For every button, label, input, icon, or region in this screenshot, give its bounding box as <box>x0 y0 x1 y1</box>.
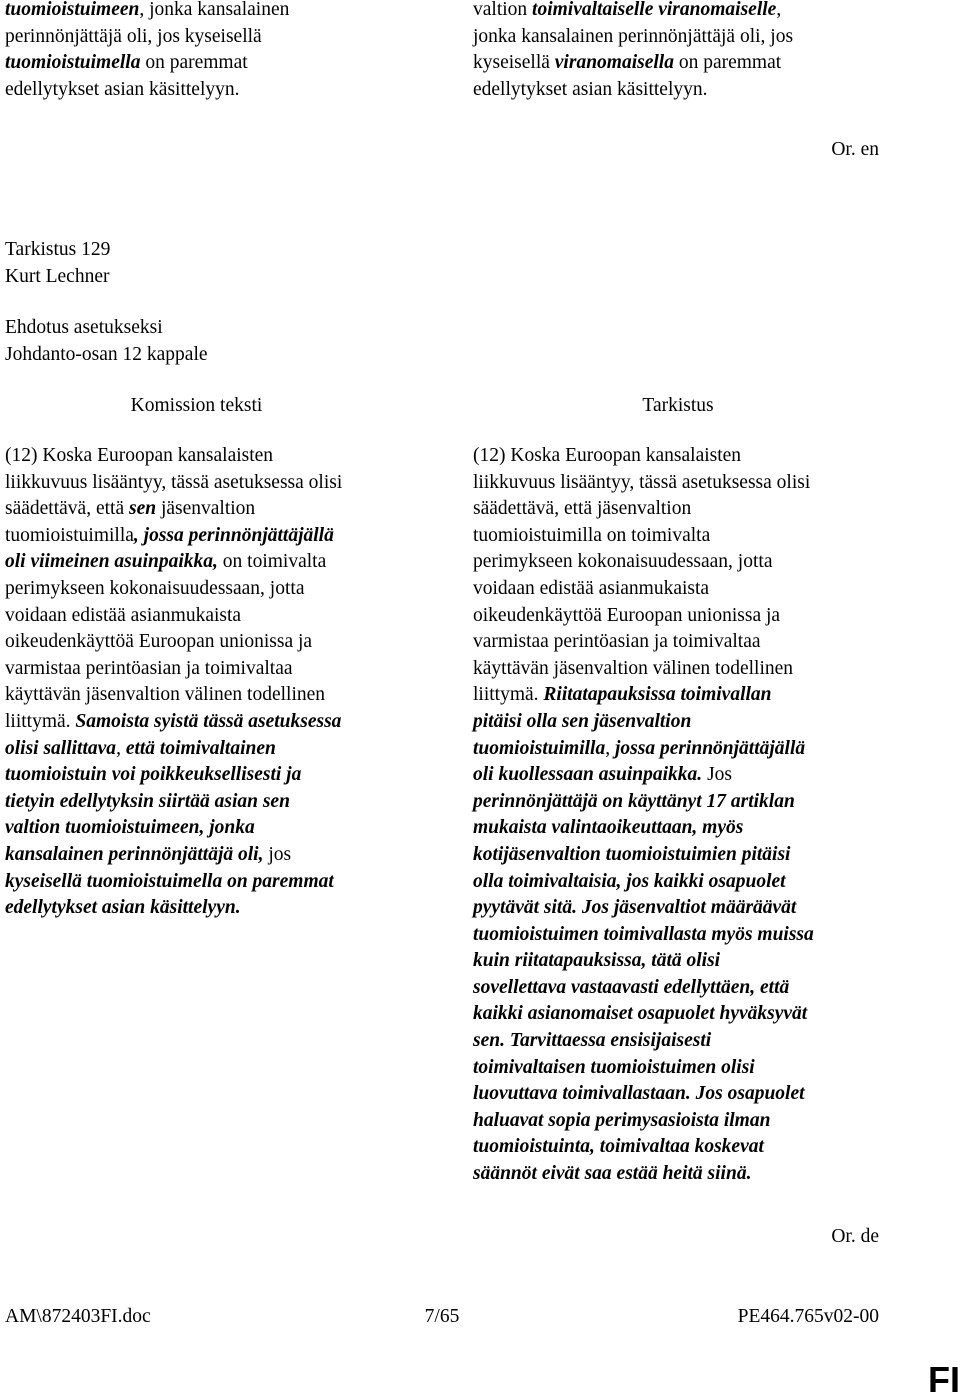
text-line <box>473 789 814 816</box>
emphasized-text: toimivaltaisen tuomioistuimen olisi <box>473 1056 755 1078</box>
text-line <box>473 869 814 896</box>
text-line <box>473 975 814 1002</box>
text-run: jos <box>263 843 292 865</box>
text-line <box>5 736 342 763</box>
text-line <box>5 682 342 709</box>
text-run: on toimivalta <box>217 551 327 573</box>
amendment-number: Tarkistus 129 <box>5 239 111 260</box>
text-line <box>5 470 342 497</box>
text-run: oikeudenkäyttöä Euroopan unionissa ja <box>473 604 781 626</box>
commission-text-heading: Komission teksti <box>130 395 263 416</box>
text-line <box>473 762 814 789</box>
document-reference: AM\872403FI.doc <box>5 1306 151 1327</box>
text-line <box>473 656 814 683</box>
text-line <box>473 1108 814 1135</box>
emphasized-text: oli kuollessaan asuinpaikka. <box>473 764 703 786</box>
text-run: on paremmat <box>673 52 782 74</box>
text-line <box>473 470 814 497</box>
emphasized-text: viranomaisella <box>554 52 674 74</box>
emphasized-text: sen. Tarvittaessa ensisijaisesti <box>473 1030 712 1052</box>
text-line <box>5 789 342 816</box>
text-line <box>473 549 814 576</box>
text-line <box>5 523 342 550</box>
text-line <box>5 0 289 24</box>
text-line <box>473 603 814 630</box>
text-line <box>5 443 342 470</box>
emphasized-text: kotijäsenvaltion tuomioistuimien pitäisi <box>473 843 791 865</box>
previous-amendment-right-text <box>473 0 793 103</box>
emphasized-text: edellytykset asian käsittelyyn. <box>5 897 241 919</box>
pe-reference: PE464.765v02-00 <box>737 1306 879 1327</box>
text-line <box>5 656 342 683</box>
text-run: käyttävän jäsenvaltion välinen todellinen <box>473 657 794 679</box>
emphasized-text: mukaista valintaoikeuttaan, myös <box>473 817 744 839</box>
text-line <box>5 815 342 842</box>
text-line <box>5 869 342 896</box>
emphasized-text: kansalainen perinnönjättäjä oli, <box>5 843 264 865</box>
text-run: (12) Koska Euroopan kansalaisten <box>473 445 742 466</box>
text-line <box>473 523 814 550</box>
emphasized-text: perinnönjättäjä on käyttänyt 17 artiklan <box>473 790 795 812</box>
emphasized-text: Riitatapauksissa toimivallan <box>543 684 772 706</box>
text-run: kyseisellä <box>473 52 555 74</box>
text-line <box>473 736 814 763</box>
commission-text-body <box>5 443 342 922</box>
text-line <box>473 1081 814 1108</box>
text-run: liittymä. <box>5 710 76 732</box>
text-line <box>473 24 793 51</box>
amendment-author: Kurt Lechner <box>5 265 110 287</box>
text-line <box>5 77 289 104</box>
text-run: liittymä. <box>473 684 544 706</box>
emphasized-text: luovuttava toimivallastaan. Jos osapuolet <box>473 1083 805 1105</box>
text-line <box>5 895 342 922</box>
text-run: valtion <box>473 0 533 20</box>
text-run: perimykseen kokonaisuudessaan, jotta <box>473 551 773 573</box>
text-line <box>473 629 814 656</box>
text-run: Jos <box>702 764 732 786</box>
text-run: liikkuvuus lisääntyy, tässä asetuksessa olisi <box>473 471 811 493</box>
text-line <box>473 0 793 24</box>
previous-amendment-left-text <box>5 0 289 103</box>
emphasized-text: sovellettava vastaavasti edellyttäen, että <box>473 976 790 998</box>
text-line <box>473 682 814 709</box>
text-line <box>473 443 814 470</box>
text-run: voidaan edistää asianmukaista <box>5 604 242 626</box>
text-run: jonka kansalainen perinnönjättäjä oli, jos <box>473 25 794 47</box>
emphasized-text: sen <box>128 498 157 520</box>
text-line <box>473 948 814 975</box>
text-line <box>473 50 793 77</box>
text-run: voidaan edistää asianmukaista <box>473 577 710 599</box>
text-run: säädettävä, että jäsenvaltion <box>473 498 692 520</box>
text-run: , <box>116 737 126 759</box>
emphasized-text: tuomioistuimella <box>5 52 141 74</box>
text-run: , <box>605 737 615 759</box>
origin-language-de: Or. de <box>831 1226 879 1247</box>
emphasized-text: pyytävät sitä. Jos jäsenvaltiot määräävät <box>473 897 797 919</box>
emphasized-text: olisi sallittava <box>5 737 117 759</box>
text-line <box>5 762 342 789</box>
emphasized-text: oli viimeinen asuinpaikka, <box>5 551 218 573</box>
amendment-column-heading: Tarkistus <box>642 395 714 416</box>
text-line <box>5 576 342 603</box>
text-run: , jonka kansalainen <box>139 0 290 20</box>
amendment-text-body <box>473 443 814 1188</box>
text-run: tuomioistuimilla <box>5 524 134 546</box>
language-code: FI <box>928 1359 960 1400</box>
text-run: jäsenvaltion <box>156 498 256 520</box>
text-line <box>473 815 814 842</box>
amendment-heading <box>5 237 110 290</box>
emphasized-text: jossa perinnönjättäjällä <box>614 737 806 759</box>
emphasized-text: tuomioistuinta, toimivaltaa koskevat <box>473 1136 764 1158</box>
text-line <box>5 603 342 630</box>
text-line <box>5 50 289 77</box>
emphasized-text: toimivaltaiselle viranomaiselle <box>532 0 777 20</box>
text-line <box>473 1134 814 1161</box>
text-run: perimykseen kokonaisuudessaan, jotta <box>5 577 305 599</box>
emphasized-text: tuomioistuimeen <box>5 0 140 20</box>
recital-reference: Johdanto-osan 12 kappale <box>5 343 208 365</box>
text-line <box>5 496 342 523</box>
text-line <box>473 842 814 869</box>
text-run: (12) Koska Euroopan kansalaisten <box>5 445 274 466</box>
text-line <box>473 922 814 949</box>
text-run: oikeudenkäyttöä Euroopan unionissa ja <box>5 631 313 653</box>
text-line <box>5 709 342 736</box>
text-line <box>473 576 814 603</box>
text-line <box>473 1161 814 1188</box>
text-line <box>473 709 814 736</box>
emphasized-text: tuomioistuimilla <box>473 737 606 759</box>
emphasized-text: , jossa perinnönjättäjällä <box>133 524 334 546</box>
text-run: säädettävä, että <box>5 498 129 520</box>
text-line <box>473 496 814 523</box>
text-line <box>473 1055 814 1082</box>
emphasized-text: valtion tuomioistuimeen, jonka <box>5 817 255 839</box>
text-run: edellytykset asian käsittelyyn. <box>5 78 240 100</box>
origin-language-en: Or. en <box>831 139 879 160</box>
text-run: käyttävän jäsenvaltion välinen todellinen <box>5 684 326 706</box>
text-line <box>5 842 342 869</box>
emphasized-text: haluavat sopia perimysasioista ilman <box>473 1109 771 1131</box>
page-number: 7/65 <box>424 1306 460 1327</box>
text-line <box>473 1028 814 1055</box>
text-run: varmistaa perintöasian ja toimivaltaa <box>5 657 293 679</box>
emphasized-text: pitäisi olla sen jäsenvaltion <box>473 710 692 732</box>
emphasized-text: kuin riitatapauksissa, tätä olisi <box>473 950 721 972</box>
text-run: varmistaa perintöasian ja toimivaltaa <box>473 631 761 653</box>
text-run: , <box>776 0 782 20</box>
text-line <box>5 549 342 576</box>
text-run: edellytykset asian käsittelyyn. <box>473 78 708 100</box>
text-line <box>473 1001 814 1028</box>
emphasized-text: Samoista syistä tässä asetuksessa <box>75 710 342 732</box>
text-run: on paremmat <box>140 52 248 74</box>
emphasized-text: säännöt eivät saa estää heitä siinä. <box>473 1163 752 1185</box>
text-run: tuomioistuimilla on toimivalta <box>473 524 711 546</box>
emphasized-text: tietyin edellytyksin siirtää asian sen <box>5 790 290 812</box>
text-line <box>5 629 342 656</box>
text-run: liikkuvuus lisääntyy, tässä asetuksessa olisi <box>5 471 343 493</box>
emphasized-text: olla toimivaltaisia, jos kaikki osapuolet <box>473 870 786 892</box>
text-line <box>473 895 814 922</box>
emphasized-text: tuomioistuin voi poikkeuksellisesti ja <box>5 764 302 786</box>
proposal-type: Ehdotus asetukseksi <box>5 317 163 338</box>
emphasized-text: tuomioistuimen toimivallasta myös muissa <box>473 923 814 945</box>
emphasized-text: kyseisellä tuomioistuimella on paremmat <box>5 870 334 892</box>
amendment-subject <box>5 315 208 368</box>
text-line <box>473 77 793 104</box>
text-run: perinnönjättäjä oli, jos kyseisellä <box>5 25 262 47</box>
emphasized-text: että toimivaltainen <box>125 737 276 759</box>
text-line <box>5 24 289 51</box>
emphasized-text: kaikki asianomaiset osapuolet hyväksyvät <box>473 1003 808 1025</box>
